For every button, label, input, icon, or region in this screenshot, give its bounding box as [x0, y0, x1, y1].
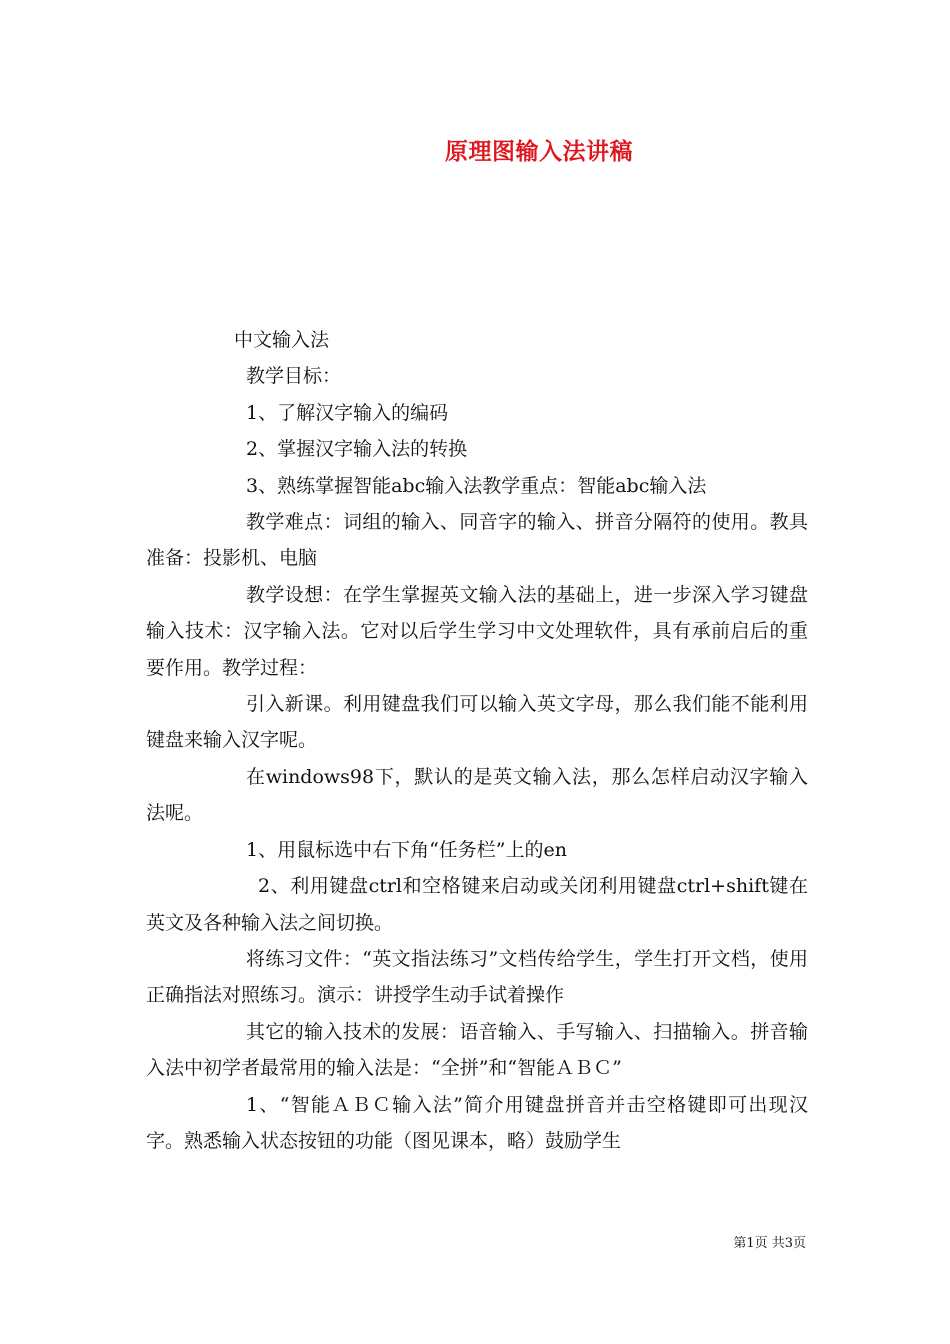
paragraph-abc-intro: 1、“智能ＡＢＣ输入法”简介用键盘拼音并击空格键即可出现汉字。熟悉输入状态按钮的功能（图见课本，略）鼓励学生 [146, 1093, 808, 1152]
paragraph-objective-1: 1、了解汉字输入的编码 [246, 401, 449, 424]
paragraph-heading: 中文输入法 [234, 329, 330, 351]
document-body [146, 322, 808, 1159]
paragraph-objective-3: 3、熟练掌握智能abc输入法教学重点：智能abc输入法 [246, 474, 707, 497]
paragraph-teaching-idea: 教学设想：在学生掌握英文输入法的基础上，进一步深入学习键盘输入技术：汉字输入法。它对以后学生学习中文处理软件，具有承前启后的重要作用。教学过程： [146, 583, 808, 679]
paragraph-practice: 将练习文件：“英文指法练习”文档传给学生，学生打开文档，使用正确指法对照练习。演示：讲授学生动手试着操作 [146, 947, 808, 1007]
document-title: 原理图输入法讲稿 [445, 138, 633, 165]
paragraph-step-1: 1、用鼠标选中右下角“任务栏”上的en [246, 838, 567, 861]
paragraph-step-2: 2、利用键盘ctrl和空格键来启动或关闭利用键盘ctrl+shift键在英文及各种输入法之间切换。 [146, 875, 808, 934]
paragraph-objective-2: 2、掌握汉字输入法的转换 [246, 438, 468, 461]
paragraph-other-techniques: 其它的输入技术的发展：语音输入、手写输入、扫描输入。拼音输入法中初学者最常用的输入法是：“全拼”和“智能ＡＢＣ” [146, 1020, 808, 1080]
paragraph-windows98: 在windows98下，默认的是英文输入法，那么怎样启动汉字输入法呢。 [146, 765, 808, 825]
paragraph-intro: 引入新课。利用键盘我们可以输入英文字母，那么我们能不能利用键盘来输入汉字呢。 [146, 693, 808, 752]
page-footer: 第1页 共3页 [733, 1236, 806, 1251]
paragraph-difficulties: 教学难点：词组的输入、同音字的输入、拼音分隔符的使用。教具准备：投影机、电脑 [146, 511, 808, 570]
paragraph-objectives-label: 教学目标： [246, 365, 342, 388]
